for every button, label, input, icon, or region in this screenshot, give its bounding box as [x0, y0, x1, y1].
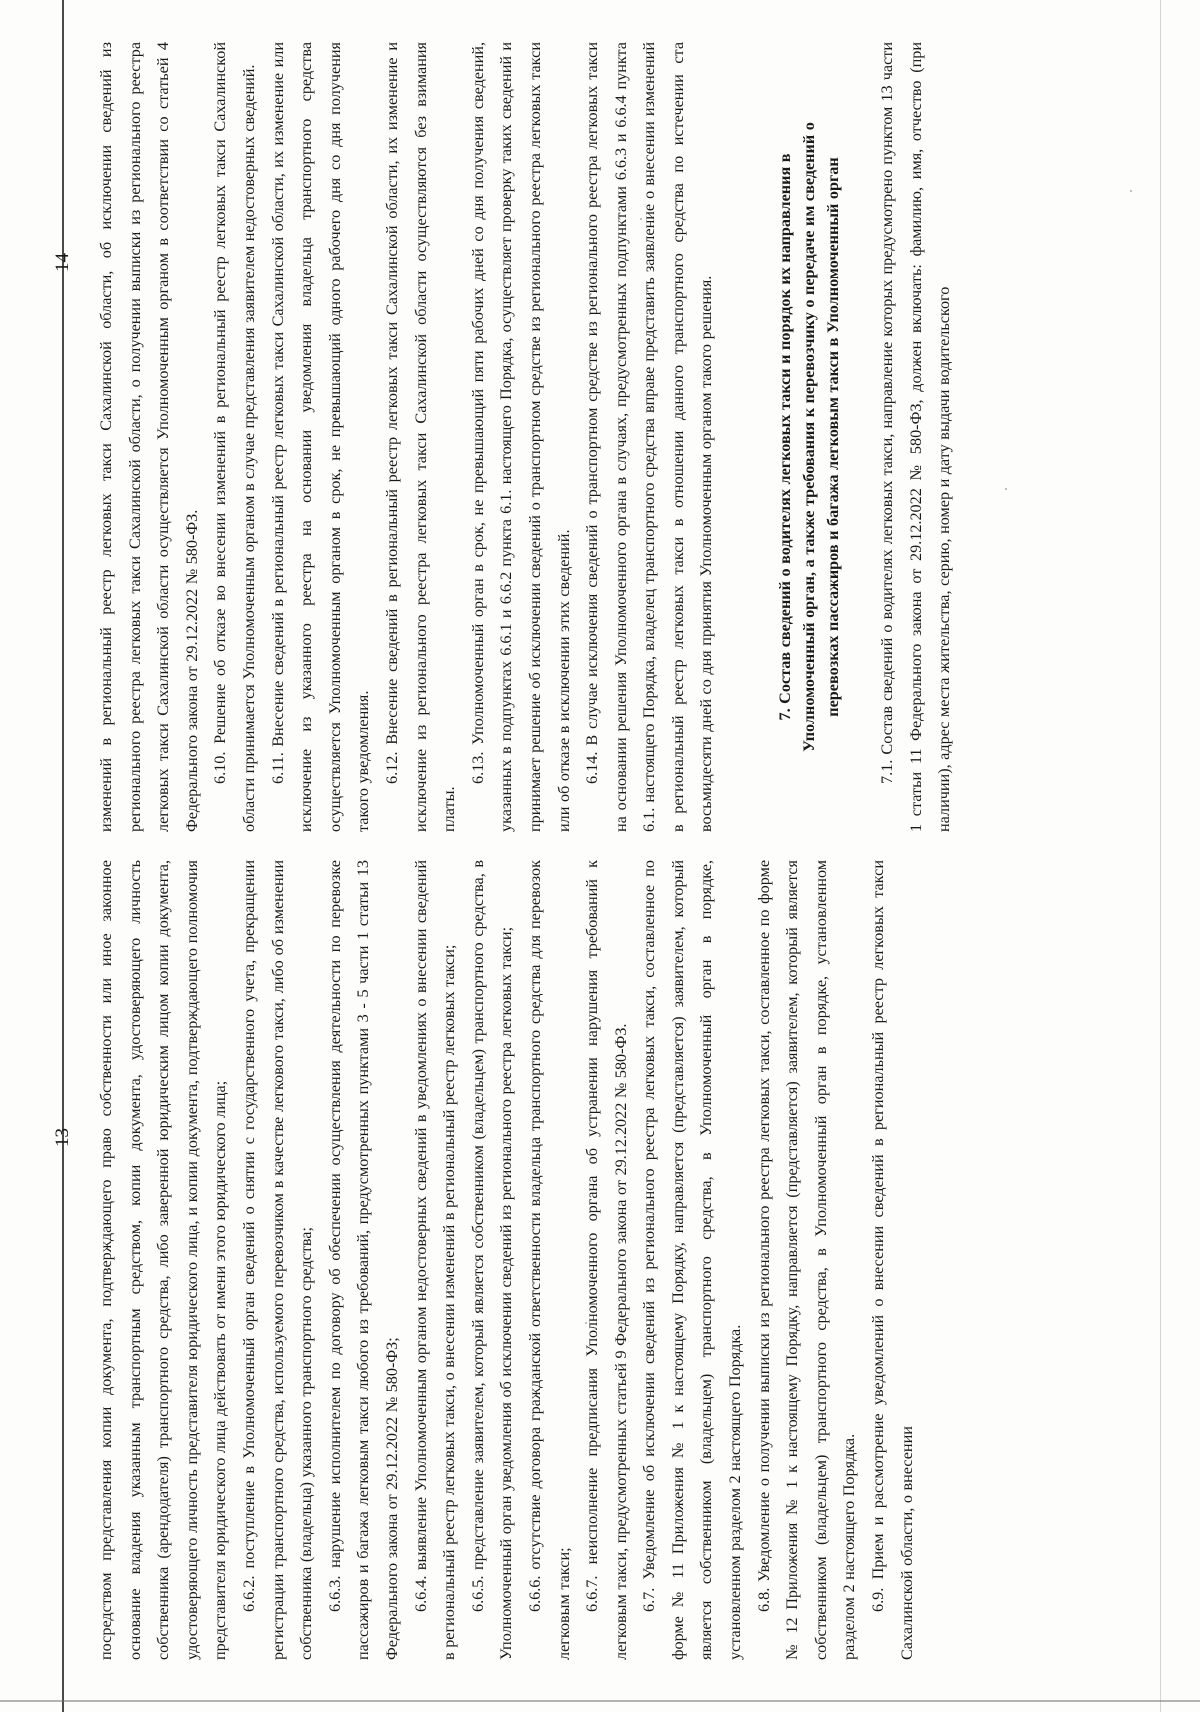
paragraph: посредством представления копии документа, подтверждающего право собственности или иное законное основание владения указанным транспортным средством, копии документа, удостоверяющего личность собственника (арендодателя) транспортного средства, либо заверенной юридическим лицом копии документа, удостоверяющего личность представителя юридического лица, и копии документа, подтверждающего полномочия представителя юридического лица действовать от имени этого юридического лица; — [97, 860, 230, 1660]
paragraph: 6.13. Уполномоченный орган в срок, не превышающий пяти рабочих дней со дня получения сведений, указанных в подпунктах 6.6.1 и 6.6.2 пункта 6.1. настоящего Порядка, осуществляет проверку таких сведений и принимает решение об исключении сведений о транспортном средстве из регионального реестра легковых такси или об отказе в исключении этих сведений. — [468, 42, 573, 832]
page-13-body — [92, 860, 921, 1660]
paragraph: 6.7. Уведомление об исключении сведений из регионального реестра легковых такси, составленное по форме № 11 Приложения № 1 к настоящему Порядку, направляется (представляется) заявителем, который является собственником (владельцем) транспортного средства, в Уполномоченный орган в порядке, установленном разделом 2 настоящего Порядка. — [640, 860, 745, 1660]
paragraph: 6.6.4. выявление Уполномоченным органом недостоверных сведений в уведомлениях о внесении сведений в региональный реестр легковых такси, о внесении изменений в региональный реестр легковых такси; — [411, 860, 459, 1660]
paragraph: 6.6.6. отсутствие договора гражданской ответственности владельца транспортного средства для перевозок легковым такси; — [525, 860, 573, 1660]
paragraph: 6.8. Уведомление о получении выписки из регионального реестра легковых такси, составленное по форме № 12 Приложения № 1 к настоящему Порядку, направляется (представляется) заявителем, который является собственником (владельцем) транспортного средства, в Уполномоченный орган в порядке, установленном разделом 2 настоящего Порядка. — [754, 860, 859, 1660]
paragraph: 6.14. В случае исключения сведений о транспортном средстве из регионального реестра легковых такси на основании решения Уполномоченного органа в случаях, предусмотренных подпунктами 6.6.3 и 6.6.4 пункта 6.1. настоящего Порядка, владелец транспортного средства вправе представить заявление о внесении изменений в региональный реестр легковых такси в отношении данного транспортного средства по истечении ста восьмидесяти дней со дня принятия Уполномоченным органом такого решения. — [583, 42, 716, 832]
page-number-right: 14 — [52, 253, 73, 272]
paragraph: 6.6.3. нарушение исполнителем по договору об обеспечении осуществления деятельности по перевозке пассажиров и багажа легковым такси любого из требований, предусмотренных пунктами 3 - 5 части 1 статьи 13 Федерального закона от 29.12.2022 № 580-ФЗ; — [325, 860, 401, 1660]
paragraph: 6.12. Внесение сведений в региональный реестр легковых такси Сахалинской области, их изменение и исключение из регионального реестра легковых такси Сахалинской области осуществляются без взимания платы. — [382, 42, 459, 832]
paragraph: 6.6.5. представление заявителем, который является собственником (владельцем) транспортного средства, в Уполномоченный орган уведомления об исключении сведений из регионального реестра легковых такси; — [468, 860, 516, 1660]
paragraph: 6.6.2. поступление в Уполномоченный орган сведений о снятии с государственного учета, прекращении регистрации транспортного средства, используемого перевозчиком в качестве легкового такси, либо об изменении собственника (владельца) указанного транспортного средства; — [239, 860, 316, 1660]
page-number-left: 13 — [52, 1128, 73, 1147]
paragraph: 6.6.7. неисполнение предписания Уполномоченного органа об устранении нарушения требований к легковым такси, предусмотренных статьей 9 Федерального закона от 29.12.2022 № 580-ФЗ. — [583, 860, 630, 1660]
paragraph: 6.10. Решение об отказе во внесении изменений в региональный реестр легковых такси Сахалинской области принимается Уполномоченным органом в случае представления заявителем недостоверных сведений. — [211, 42, 258, 832]
section-heading: 7. Состав сведений о водителях легковых такси и порядок их направления в Уполномоченный орган, а также требования к перевозчику о передаче им сведений о перевозках пассажиров и багажа легковым такси в Уполномоченный орган — [776, 122, 843, 752]
paragraph: 6.9. Прием и рассмотрение уведомлений о внесении сведений в региональный реестр легковых такси Сахалинской области, о внесении — [869, 860, 916, 1660]
paragraph: 7.1. Состав сведений о водителях легковых такси, направление которых предусмотрено пунктом 13 части 1 статьи 11 Федерального закона от 29.12.2022 № 580-ФЗ, должен включать: фамилию, имя, отчество (при наличии), адрес места жительства, серию, номер и дату выдачи водительского — [878, 42, 954, 832]
paragraph: 6.11. Внесение сведений в региональный реестр легковых такси Сахалинской области, их изменение или исключение из указанного реестра на основании уведомления владельца транспортного средства осуществляется Уполномоченным органом в срок, не превышающий одного рабочего дня со дня получения такого уведомления. — [268, 42, 373, 832]
paragraph: изменений в региональный реестр легковых такси Сахалинской области, об исключении сведений из регионального реестра легковых такси Сахалинской области, о получении выписки из регионального реестра легковых такси Сахалинской области осуществляется Уполномоченным органом в соответствии со статьей 4 Федерального закона от 29.12.2022 № 580-ФЗ. — [97, 42, 201, 832]
page-14-body — [92, 42, 959, 832]
